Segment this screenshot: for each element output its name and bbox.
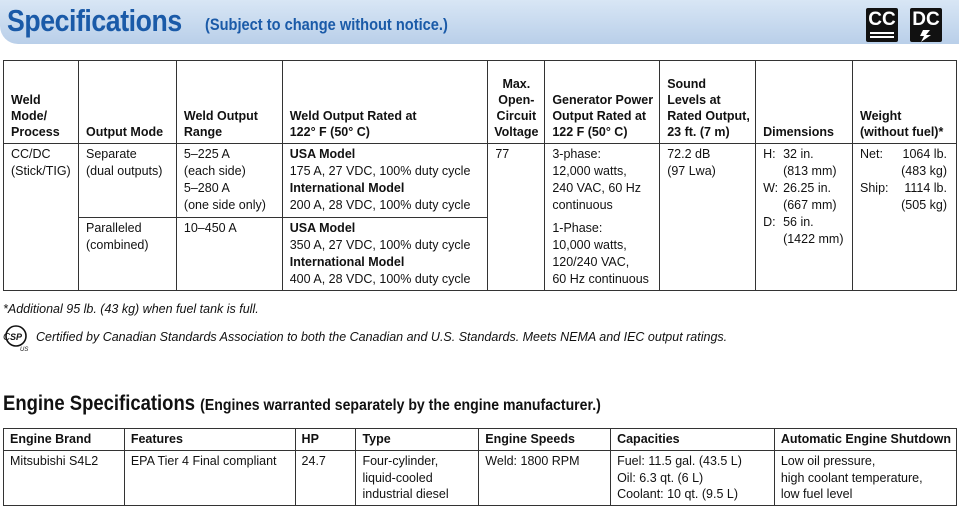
lightning-icon	[910, 30, 942, 42]
csa-text: Certified by Canadian Standards Association to both the Canadian and U.S. Standards. Meets NEMA and IEC output ratings.	[36, 330, 728, 344]
cell-text: (813 mm)	[783, 164, 837, 178]
engine-section-title	[3, 392, 601, 416]
csa-certification	[3, 322, 727, 352]
cell-text: Separate	[85, 147, 137, 161]
cell-text: 12,000 watts,	[552, 164, 627, 178]
header-features: Features	[124, 429, 295, 451]
dc-badge-label: DC	[912, 9, 940, 30]
csa-c: C	[3, 332, 11, 343]
cell-text: 72.2 dB	[667, 147, 711, 161]
cell-text: 10–450 A	[183, 220, 237, 235]
cell-text: (667 mm)	[783, 198, 837, 212]
header-text: Output Mode	[85, 125, 164, 139]
dim-depth	[763, 214, 847, 231]
cell-text: 200 A, 28 VDC, 100% duty cycle	[289, 198, 471, 212]
cell-text: 32 in.	[783, 147, 814, 161]
cell-rated-output	[282, 144, 488, 218]
header-engine-speeds: Engine Speeds	[479, 429, 611, 451]
cell-text: 3-phase:	[552, 147, 601, 161]
cell-text: Coolant: 10 qt. (9.5 L)	[617, 487, 738, 501]
header-ocv	[488, 61, 545, 144]
cell-text: 240 VAC, 60 Hz	[552, 181, 642, 195]
cell-text: 175 A, 27 VDC, 100% duty cycle	[289, 164, 471, 178]
cell-text: 5–280 A	[183, 181, 230, 195]
cell-text: CC/DC	[11, 147, 51, 161]
cell-dimensions	[756, 144, 853, 291]
cell-text: Low oil pressure,	[780, 454, 876, 468]
csa-sp: SP	[10, 332, 23, 342]
weight-label: Ship:	[860, 181, 889, 195]
cell-text: Fuel: 11.5 gal. (43.5 L)	[617, 454, 742, 468]
header-text: Range	[183, 125, 223, 139]
cell-text: 120/240 VAC,	[552, 255, 630, 269]
specifications-table	[3, 60, 957, 291]
table-row	[4, 144, 957, 218]
cell-text: (505 kg)	[901, 198, 947, 212]
header-text: Voltage	[494, 125, 539, 139]
cell-ocv	[488, 144, 545, 291]
cell-type	[356, 451, 479, 506]
header-text: Mode/	[11, 109, 48, 123]
cell-text: 350 A, 27 VDC, 100% duty cycle	[289, 237, 471, 252]
cell-text: 1064 lb.	[902, 147, 947, 161]
cell-range	[176, 217, 282, 291]
international-model-label: International Model	[289, 181, 405, 195]
cell-weld-mode	[4, 144, 79, 291]
csa-us: US	[20, 347, 29, 352]
cell-text: 77	[495, 147, 510, 161]
cc-icon	[866, 8, 898, 42]
cell-text: 400 A, 28 VDC, 100% duty cycle	[289, 271, 471, 286]
cell-capacities	[611, 451, 775, 506]
cell-text: 1114 lb.	[904, 181, 947, 195]
header-text: Open-	[498, 93, 535, 107]
engine-subtitle: (Engines warranted separately by the engine manufacturer.)	[200, 397, 601, 414]
cell-range	[176, 144, 282, 218]
header-type: Type	[356, 429, 479, 451]
cell-generator-power	[545, 144, 660, 291]
header-text: Weld Output	[183, 109, 258, 123]
engine-title-text: Engine Specifications	[3, 392, 196, 415]
header-weld-output-range	[176, 61, 282, 144]
cell-text: 5–225 A	[183, 147, 230, 161]
table-row	[4, 451, 957, 506]
cell-text: continuous	[552, 198, 613, 212]
cc-badge-label: CC	[868, 9, 896, 30]
cell-weight	[853, 144, 957, 291]
specifications-header	[0, 0, 959, 44]
cell-text: industrial diesel	[362, 487, 449, 501]
page-subtitle: (Subject to change without notice.)	[205, 15, 448, 34]
page-title: Specifications	[7, 3, 182, 38]
dim-width	[763, 180, 847, 197]
cell-text: (97 Lwa)	[667, 164, 716, 178]
cell-text: 26.25 in.	[783, 181, 832, 195]
cc-bar-top	[870, 32, 894, 34]
header-text: Circuit	[496, 109, 537, 123]
cell-engine-speeds: Weld: 1800 RPM	[479, 451, 611, 506]
cell-text: Paralleled	[85, 220, 142, 235]
cell-text: (483 kg)	[901, 164, 947, 178]
engine-header-row	[4, 429, 957, 451]
cell-sound	[660, 144, 756, 291]
cc-bar-bottom	[870, 36, 894, 38]
header-engine-brand: Engine Brand	[4, 429, 125, 451]
header-text: 23 ft. (7 m)	[667, 125, 730, 139]
header-capacities: Capacities	[611, 429, 775, 451]
header-shutdown: Automatic Engine Shutdown	[774, 429, 956, 451]
weight-footnote: *Additional 95 lb. (43 kg) when fuel tank is full.	[3, 302, 259, 316]
header-hp: HP	[295, 429, 356, 451]
cell-output-mode	[78, 217, 176, 291]
header-text: Levels at	[667, 93, 721, 107]
dim-label: H:	[763, 147, 776, 161]
cell-text: (Stick/TIG)	[11, 164, 71, 178]
dim-label: W:	[763, 181, 779, 195]
header-text: 122° F (50° C)	[289, 125, 370, 139]
cell-shutdown	[774, 451, 956, 506]
header-sound-levels	[660, 61, 756, 144]
cell-text: Oil: 6.3 qt. (6 L)	[617, 470, 704, 485]
header-weld-output-rated	[282, 61, 488, 144]
header-text: Generator Power	[552, 93, 654, 107]
cell-engine-brand: Mitsubishi S4L2	[4, 451, 125, 506]
weight-ship	[860, 180, 951, 197]
cell-hp: 24.7	[295, 451, 356, 506]
dim-label: D:	[763, 215, 776, 229]
header-text: Rated Output,	[667, 109, 750, 123]
cell-text: low fuel level	[780, 487, 853, 501]
cell-text: (each side)	[183, 164, 246, 178]
csa-logo-icon	[3, 322, 33, 352]
cell-text: 10,000 watts,	[552, 238, 627, 252]
header-weight	[853, 61, 957, 144]
dc-icon	[910, 8, 942, 42]
usa-model-label: USA Model	[289, 147, 356, 161]
header-text: Weld Output Rated at	[289, 109, 417, 123]
cell-output-mode	[78, 144, 176, 218]
header-text: Max.	[502, 77, 531, 91]
header-text: 122 F (50° C)	[552, 125, 628, 139]
cell-text: 1-Phase:	[552, 221, 603, 235]
cell-text: 60 Hz continuous	[552, 272, 649, 286]
international-model-label: International Model	[289, 254, 405, 269]
header-text: Output Rated at	[552, 109, 647, 123]
cell-rated-output	[282, 217, 488, 291]
weight-net	[860, 146, 951, 163]
cell-text: high coolant temperature,	[780, 470, 923, 485]
cell-features: EPA Tier 4 Final compliant	[124, 451, 295, 506]
cell-text: (1422 mm)	[783, 232, 844, 246]
cell-text: (dual outputs)	[85, 164, 163, 178]
header-text: Process	[11, 125, 60, 139]
header-generator-power	[545, 61, 660, 144]
header-text: Weight	[860, 109, 902, 123]
cell-text: (one side only)	[183, 198, 266, 212]
header-output-mode	[78, 61, 176, 144]
cell-text: liquid-cooled	[362, 470, 433, 485]
cell-text: Four-cylinder,	[362, 454, 439, 468]
dim-height	[763, 146, 847, 163]
header-text: Weld	[11, 93, 41, 107]
weight-label: Net:	[860, 147, 883, 161]
header-text: Dimensions	[763, 125, 834, 139]
engine-table	[3, 428, 957, 506]
cell-text: 56 in.	[783, 215, 814, 229]
cell-text: (combined)	[85, 237, 149, 252]
header-text: Sound	[667, 77, 707, 91]
header-weld-mode	[4, 61, 79, 144]
usa-model-label: USA Model	[289, 220, 356, 235]
header-dimensions	[756, 61, 853, 144]
table-header-row	[4, 61, 957, 144]
header-text: (without fuel)*	[860, 125, 944, 139]
